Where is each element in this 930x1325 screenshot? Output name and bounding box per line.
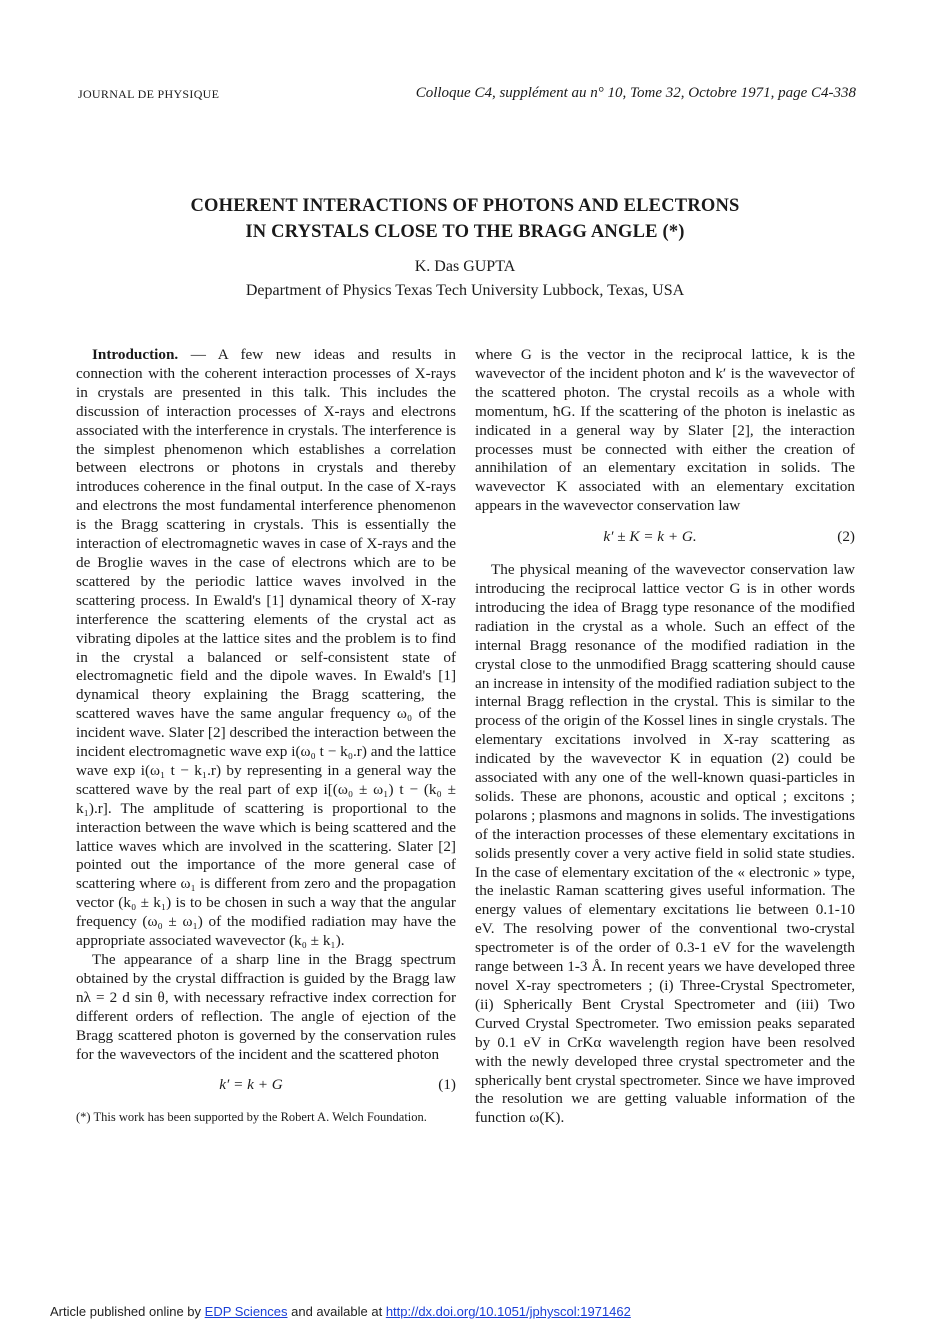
- journal-name: JOURNAL DE PHYSIQUE: [78, 87, 220, 101]
- footer-middle: and available at: [287, 1304, 386, 1319]
- intro-paragraph: [76, 346, 456, 951]
- equation-2-number: (2): [837, 528, 855, 546]
- equation-1: [76, 1076, 456, 1095]
- reciprocal-paragraph: where G is the vector in the reciprocal lattice, k is the wavevector of the incident photon and k′ is the wavevector of the scattered photon. The crystal recoils as a whole with momentum, ħG. If the scattering of the photon is inelastic as indicated in a general way by Slater [2], the interaction processes must be connected with either the creation of annihilation of an elementary excitation in solids. The wavevector K associated with an elementary excitation appears in the wavevector conservation law: [475, 346, 855, 515]
- footnote: (*) This work has been supported by the Robert A. Welch Foundation.: [76, 1110, 427, 1125]
- publication-footer: [50, 1304, 631, 1319]
- right-column: [475, 346, 855, 1128]
- intro-text: — A few new ideas and results in connection with the coherent interaction processes of X-rays in crystals are presented in this talk. This includes the discussion of interaction processes of X-rays and electrons associated with the interference in crystals. The interference is the simplest phenomenon which establishes a correlation between electrons or photons in crystals and thereby introduces coherence in the final output. In the case of X-rays and electrons the most fundamental interference phenomenon is the Bragg scattering in crystals. This is essentially the interaction of electromagnetic waves in case of X-rays and the de Broglie waves in the case of electrons which are to be scattered by the periodic lattice waves involved in the scattering process. In Ewald's [1] dynamical theory of X-ray interference the scattering elements of the crystal act as vibrating dipoles at the lattice sites and the problem is to find in the crystal a balanced or self-consistent state of electromagnetic field and the dipole waves. In Ewald's [1] dynamical theory explaining the Bragg scattering, the scattered waves have the same angular frequency ω₀ of the incident wave. Slater [2] described the interaction between the incident electromagnetic wave exp i(ω₀ t − k₀.r) and the lattice wave exp i(ω₁ t − k₁.r) by representing in a general way the scattered wave by the real part of exp i[(ω₀ ± ω₁) t − (k₀ ± k₁).r]. The amplitude of scattering is proportional to the interaction between the wave which is being scattered and the lattice waves which are involved in the scattering. Slater [2] pointed out the importance of the more general case of scattering where ω₁ is different from zero and the propagation vector (k₀ ± k₁) is to be chosen in such a way that the angular frequency (ω₀ ± ω₁) of the modified radiation may have the appropriate associated wavevector (k₀ ± k₁).: [76, 346, 456, 950]
- paper-title: [0, 193, 930, 245]
- edp-sciences-link[interactable]: EDP Sciences: [204, 1304, 288, 1319]
- equation-2-formula: k′ ± K = k + G.: [603, 528, 697, 546]
- title-line-2: IN CRYSTALS CLOSE TO THE BRAGG ANGLE (*): [245, 222, 685, 242]
- bragg-paragraph: The appearance of a sharp line in the Bragg spectrum obtained by the crystal diffraction is guided by the Bragg law nλ = 2 d sin θ, with necessary refractive index correction for different orders of reflection. The angle of ejection of the Bragg scattered photon is governed by the conservation rules for the wavevectors of the incident and the scattered photon: [76, 951, 456, 1063]
- equation-1-formula: k′ = k + G: [219, 1076, 283, 1094]
- footer-prefix: Article published online by: [50, 1304, 205, 1319]
- affiliation: Department of Physics Texas Tech University Lubbock, Texas, USA: [245, 282, 685, 299]
- citation: Colloque C4, supplément au n° 10, Tome 32, Octobre 1971, page C4-338: [415, 85, 856, 101]
- equation-2: [475, 528, 855, 547]
- intro-heading: Introduction.: [92, 346, 179, 363]
- doi-link[interactable]: http://dx.doi.org/10.1051/jphyscol:1971462: [385, 1304, 631, 1319]
- left-column: [76, 346, 456, 1125]
- physical-meaning-paragraph: The physical meaning of the wavevector conservation law introducing the reciprocal lattice vector G is in other words introducing the idea of Bragg type resonance of the modified radiation in the crystal as a whole. Such an effect of the internal Bragg resonance of the modified radiation in the crystal close to the unmodified Bragg scattering should cause an increase in intensity of the modified radiation subject to the internal Bragg reflection in the crystal. This is similar to the process of the origin of the Kossel lines in single crystals. The elementary excitations involved in X-ray scattering as indicated by the wavevector K in equation (2) could be associated with any one of the well-known quasi-particles in solids. These are phonons, acoustic and optical ; excitons ; polarons ; plasmons and magnons in solids. The investigations of the interaction processes of these elementary excitations in solids presently cover a very active field in solid state studies. In the case of elementary excitation of the « electronic » type, the inelastic Raman scattering gives useful information. The energy values of elementary excitations lie between 0.1-10 eV. The resolving power of the conventional two-crystal spectrometer is of the order of 0.3-1 eV for the wavelength range between 1-3 Å. In recent years we have developed three novel X-ray spectrometers ; (i) Three-Crystal Spectrometer, (ii) Spherically Bent Crystal Spectrometer and (iii) Two Curved Crystal Spectrometer. Two emission peaks separated by 0.1 eV in CrKα wavelength region have been resolved with the newly developed three crystal spectrometer and the spherically bent crystal spectrometer. Since we have improved the resolution we are getting valuable information of the function ω(K).: [475, 561, 855, 1127]
- title-line-1: COHERENT INTERACTIONS OF PHOTONS AND ELECTRONS: [190, 196, 740, 216]
- author: K. Das GUPTA: [414, 258, 516, 275]
- equation-1-number: (1): [438, 1076, 456, 1094]
